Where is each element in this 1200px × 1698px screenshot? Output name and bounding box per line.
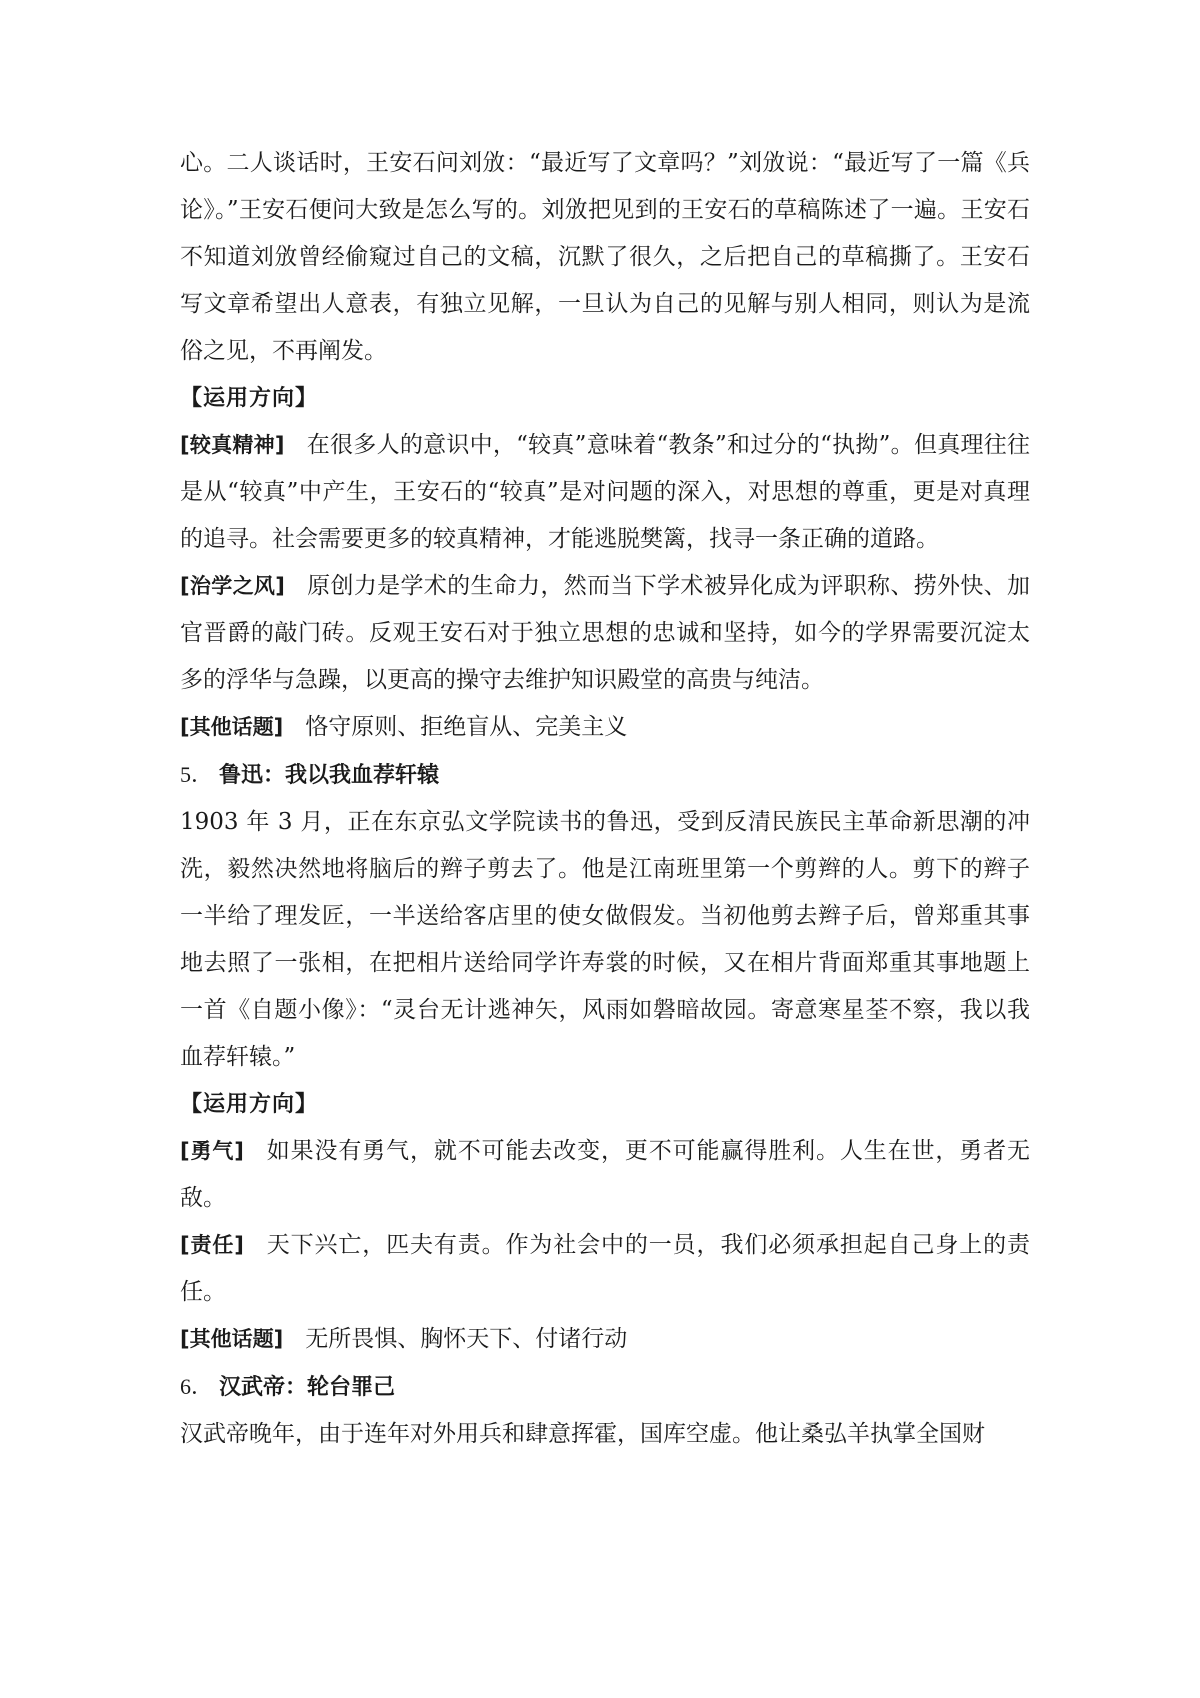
usage-tag: [勇气] — [180, 1139, 244, 1163]
usage-item-other-topics-2 — [180, 1316, 1030, 1363]
usage-item-courage — [180, 1128, 1030, 1222]
usage-item-other-topics — [180, 704, 1030, 751]
usage-tag: [其他话题] — [180, 715, 284, 739]
usage-tag: [较真精神] — [180, 433, 285, 457]
section-title: 鲁迅：我以我血荐轩辕 — [219, 763, 440, 788]
document-page — [180, 140, 1030, 1458]
usage-text: 无所畏惧、胸怀天下、付诸行动 — [305, 1326, 628, 1352]
usage-heading-2: 【运用方向】 — [180, 1092, 319, 1117]
usage-heading-1: 【运用方向】 — [180, 386, 319, 411]
usage-tag: [责任] — [180, 1233, 244, 1257]
usage-text: 恪守原则、拒绝盲从、完美主义 — [305, 714, 628, 740]
section-title: 汉武帝：轮台罪己 — [219, 1375, 396, 1400]
usage-item-rigor — [180, 422, 1030, 563]
usage-item-scholarship — [180, 563, 1030, 704]
usage-tag: [其他话题] — [180, 1327, 284, 1351]
usage-text: 天下兴亡，匹夫有责。作为社会中的一员，我们必须承担起自己身上的责任。 — [180, 1232, 1031, 1305]
section-heading-5 — [180, 751, 1030, 799]
usage-tag: [治学之风] — [180, 574, 285, 598]
intro-paragraph: 心。二人谈话时，王安石问刘攽：“最近写了文章吗？”刘攽说：“最近写了一篇《兵论》。”王安石便问大致是怎么写的。刘攽把见到的王安石的草稿陈述了一遍。王安石不知道刘攽曾经偷窥过自己的文稿，沉默了很久，之后把自己的草稿撕了。王安石写文章希望出人意表，有独立见解，一旦认为自己的见解与别人相同，则认为是流俗之见，不再阐发。 — [180, 150, 1030, 364]
story-paragraph-luxun: 1903 年 3 月，正在东京弘文学院读书的鲁迅，受到反清民族民主革命新思潮的冲洗，毅然决然地将脑后的辫子剪去了。他是江南班里第一个剪辫的人。剪下的辫子一半给了理发匠，一半送给客店里的使女做假发。当初他剪去辫子后，曾郑重其事地去照了一张相，在把相片送给同学许寿裳的时候，又在相片背面郑重其事地题上一首《自题小像》：“灵台无计逃神矢，风雨如磐暗故园。寄意寒星荃不察，我以我血荐轩辕。” — [180, 809, 1030, 1070]
usage-text: 原创力是学术的生命力，然而当下学术被异化成为评职称、捞外快、加官晋爵的敲门砖。反观王安石对于独立思想的忠诚和坚持，如今的学界需要沉淀太多的浮华与急躁，以更高的操守去维护知识殿堂的高贵与纯洁。 — [180, 573, 1031, 693]
usage-item-responsibility — [180, 1222, 1030, 1316]
usage-text: 如果没有勇气，就不可能去改变，更不可能赢得胜利。人生在世，勇者无敌。 — [180, 1138, 1031, 1211]
story-paragraph-hanwudi: 汉武帝晚年，由于连年对外用兵和肆意挥霍，国库空虚。他让桑弘羊执掌全国财 — [180, 1421, 985, 1447]
section-number: 5． — [180, 762, 214, 787]
section-number: 6． — [180, 1374, 214, 1399]
section-heading-6 — [180, 1363, 1030, 1411]
usage-text: 在很多人的意识中，“较真”意味着“教条”和过分的“执拗”。但真理往往是从“较真”中产生，王安石的“较真”是对问题的深入，对思想的尊重，更是对真理的追寻。社会需要更多的较真精神，才能逃脱樊篱，找寻一条正确的道路。 — [180, 432, 1030, 552]
